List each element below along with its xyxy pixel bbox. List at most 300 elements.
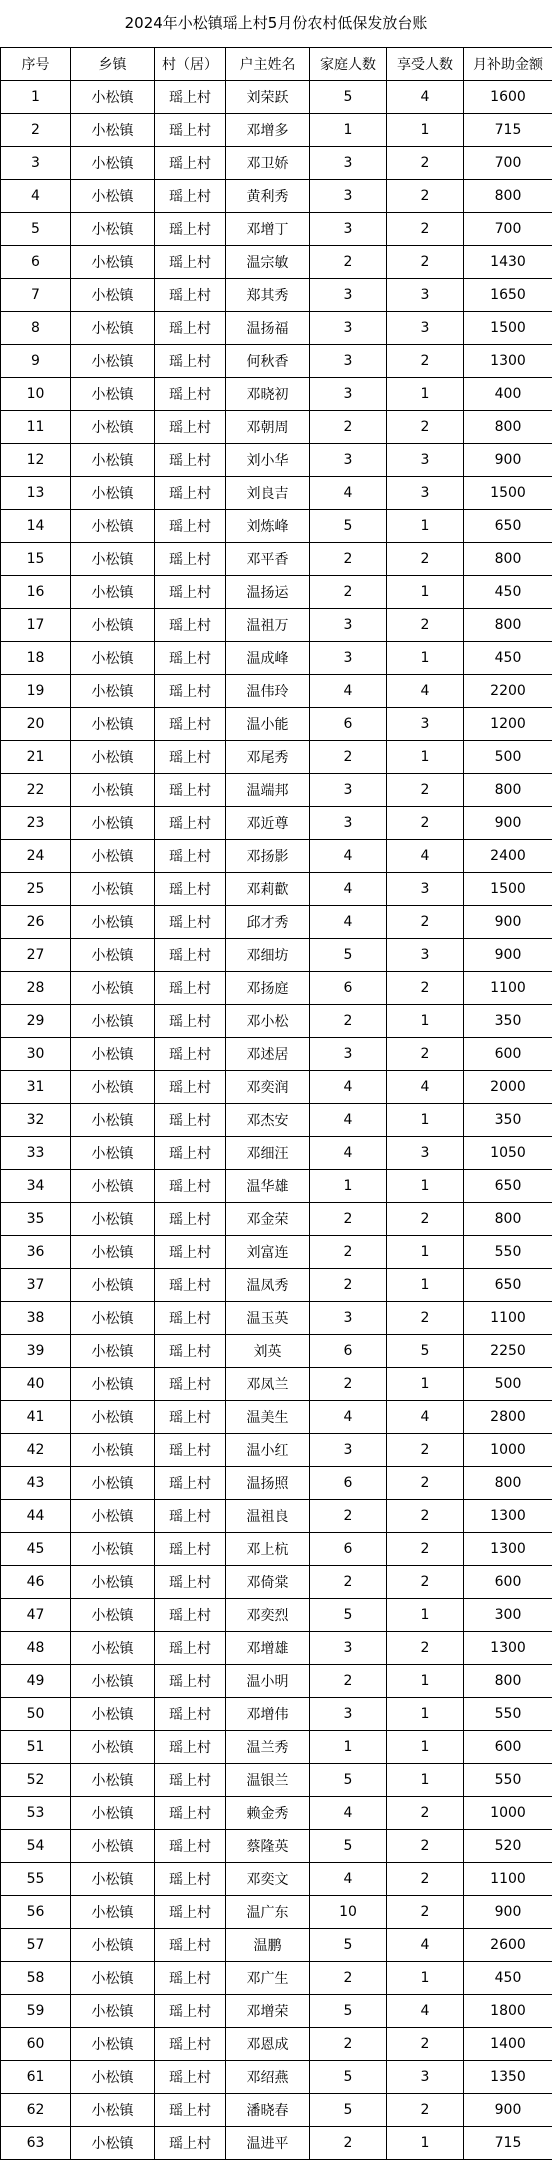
cell-beneficiaries: 2 (387, 1896, 464, 1929)
cell-index: 13 (1, 477, 71, 510)
cell-monthly-amount: 1100 (464, 972, 552, 1005)
cell-village: 瑶上村 (155, 2094, 226, 2127)
cell-monthly-amount: 800 (464, 1203, 552, 1236)
cell-index: 2 (1, 114, 71, 147)
cell-township: 小松镇 (71, 543, 155, 576)
cell-township: 小松镇 (71, 2127, 155, 2160)
cell-village: 瑶上村 (155, 1599, 226, 1632)
cell-householder: 邓小松 (226, 1005, 310, 1038)
table-row (1, 906, 552, 939)
cell-monthly-amount: 550 (464, 1764, 552, 1797)
table-row (1, 1005, 552, 1038)
table-row (1, 1698, 552, 1731)
cell-village: 瑶上村 (155, 378, 226, 411)
cell-village: 瑶上村 (155, 1038, 226, 1071)
cell-village: 瑶上村 (155, 1302, 226, 1335)
cell-beneficiaries: 5 (387, 1335, 464, 1368)
cell-village: 瑶上村 (155, 1995, 226, 2028)
cell-householder: 温祖良 (226, 1500, 310, 1533)
table-row (1, 411, 552, 444)
cell-householder: 温小明 (226, 1665, 310, 1698)
cell-village: 瑶上村 (155, 972, 226, 1005)
cell-index: 27 (1, 939, 71, 972)
cell-township: 小松镇 (71, 1335, 155, 1368)
cell-village: 瑶上村 (155, 114, 226, 147)
table-row (1, 1896, 552, 1929)
cell-village: 瑶上村 (155, 642, 226, 675)
cell-monthly-amount: 550 (464, 1698, 552, 1731)
cell-family-size: 3 (310, 147, 387, 180)
cell-monthly-amount: 1430 (464, 246, 552, 279)
header-village: 村（居） (155, 48, 226, 81)
cell-householder: 邓细坊 (226, 939, 310, 972)
cell-township: 小松镇 (71, 2094, 155, 2127)
cell-family-size: 6 (310, 1533, 387, 1566)
cell-beneficiaries: 1 (387, 1731, 464, 1764)
cell-family-size: 3 (310, 312, 387, 345)
cell-family-size: 2 (310, 1203, 387, 1236)
cell-beneficiaries: 3 (387, 477, 464, 510)
cell-index: 51 (1, 1731, 71, 1764)
cell-township: 小松镇 (71, 1500, 155, 1533)
table-row (1, 1137, 552, 1170)
cell-householder: 邓凤兰 (226, 1368, 310, 1401)
cell-township: 小松镇 (71, 1962, 155, 1995)
cell-village: 瑶上村 (155, 1698, 226, 1731)
cell-township: 小松镇 (71, 279, 155, 312)
cell-family-size: 2 (310, 1665, 387, 1698)
cell-family-size: 4 (310, 840, 387, 873)
cell-householder: 郑其秀 (226, 279, 310, 312)
cell-monthly-amount: 1300 (464, 1533, 552, 1566)
cell-township: 小松镇 (71, 972, 155, 1005)
cell-family-size: 2 (310, 2028, 387, 2061)
cell-index: 45 (1, 1533, 71, 1566)
cell-beneficiaries: 4 (387, 840, 464, 873)
cell-householder: 温玉英 (226, 1302, 310, 1335)
cell-householder: 刘小华 (226, 444, 310, 477)
cell-monthly-amount: 600 (464, 1038, 552, 1071)
cell-householder: 何秋香 (226, 345, 310, 378)
cell-village: 瑶上村 (155, 1104, 226, 1137)
cell-beneficiaries: 1 (387, 1236, 464, 1269)
cell-index: 16 (1, 576, 71, 609)
cell-township: 小松镇 (71, 246, 155, 279)
cell-township: 小松镇 (71, 1236, 155, 1269)
cell-family-size: 2 (310, 1368, 387, 1401)
table-row (1, 576, 552, 609)
cell-beneficiaries: 2 (387, 1797, 464, 1830)
cell-householder: 温祖万 (226, 609, 310, 642)
cell-index: 23 (1, 807, 71, 840)
cell-township: 小松镇 (71, 1929, 155, 1962)
cell-township: 小松镇 (71, 1467, 155, 1500)
cell-village: 瑶上村 (155, 1863, 226, 1896)
table-row (1, 180, 552, 213)
cell-monthly-amount: 520 (464, 1830, 552, 1863)
cell-index: 47 (1, 1599, 71, 1632)
cell-village: 瑶上村 (155, 81, 226, 114)
cell-householder: 温广东 (226, 1896, 310, 1929)
cell-township: 小松镇 (71, 1995, 155, 2028)
cell-householder: 温扬运 (226, 576, 310, 609)
cell-index: 26 (1, 906, 71, 939)
cell-monthly-amount: 1200 (464, 708, 552, 741)
cell-family-size: 4 (310, 1797, 387, 1830)
cell-township: 小松镇 (71, 1566, 155, 1599)
cell-township: 小松镇 (71, 1599, 155, 1632)
cell-monthly-amount: 1050 (464, 1137, 552, 1170)
cell-index: 10 (1, 378, 71, 411)
cell-index: 36 (1, 1236, 71, 1269)
header-township: 乡镇 (71, 48, 155, 81)
cell-index: 38 (1, 1302, 71, 1335)
cell-monthly-amount: 800 (464, 1467, 552, 1500)
cell-family-size: 4 (310, 1104, 387, 1137)
cell-family-size: 6 (310, 972, 387, 1005)
cell-beneficiaries: 2 (387, 1434, 464, 1467)
cell-family-size: 2 (310, 1005, 387, 1038)
table-row (1, 1302, 552, 1335)
table-row (1, 1038, 552, 1071)
cell-family-size: 4 (310, 873, 387, 906)
cell-index: 8 (1, 312, 71, 345)
cell-householder: 邓近尊 (226, 807, 310, 840)
cell-beneficiaries: 2 (387, 246, 464, 279)
table-row (1, 1797, 552, 1830)
cell-village: 瑶上村 (155, 1203, 226, 1236)
cell-beneficiaries: 1 (387, 114, 464, 147)
cell-township: 小松镇 (71, 1104, 155, 1137)
cell-monthly-amount: 650 (464, 1269, 552, 1302)
cell-beneficiaries: 1 (387, 1764, 464, 1797)
cell-family-size: 3 (310, 1038, 387, 1071)
cell-village: 瑶上村 (155, 1434, 226, 1467)
cell-township: 小松镇 (71, 147, 155, 180)
cell-index: 30 (1, 1038, 71, 1071)
cell-family-size: 2 (310, 2127, 387, 2160)
cell-beneficiaries: 2 (387, 1830, 464, 1863)
cell-index: 12 (1, 444, 71, 477)
cell-householder: 邓平香 (226, 543, 310, 576)
cell-householder: 邓增荣 (226, 1995, 310, 2028)
cell-householder: 温小红 (226, 1434, 310, 1467)
table-row (1, 609, 552, 642)
cell-family-size: 5 (310, 1764, 387, 1797)
table-row (1, 1236, 552, 1269)
table-row (1, 939, 552, 972)
table-row (1, 312, 552, 345)
cell-beneficiaries: 2 (387, 543, 464, 576)
cell-monthly-amount: 715 (464, 114, 552, 147)
cell-beneficiaries: 4 (387, 1401, 464, 1434)
cell-monthly-amount: 800 (464, 543, 552, 576)
cell-index: 59 (1, 1995, 71, 2028)
cell-family-size: 2 (310, 576, 387, 609)
cell-householder: 黄利秀 (226, 180, 310, 213)
cell-index: 58 (1, 1962, 71, 1995)
cell-township: 小松镇 (71, 1533, 155, 1566)
cell-family-size: 2 (310, 1962, 387, 1995)
cell-family-size: 4 (310, 906, 387, 939)
cell-family-size: 3 (310, 444, 387, 477)
cell-beneficiaries: 1 (387, 1962, 464, 1995)
cell-beneficiaries: 2 (387, 609, 464, 642)
cell-monthly-amount: 900 (464, 906, 552, 939)
table-row (1, 510, 552, 543)
cell-village: 瑶上村 (155, 1401, 226, 1434)
table-row (1, 246, 552, 279)
cell-householder: 温伟玲 (226, 675, 310, 708)
cell-index: 39 (1, 1335, 71, 1368)
cell-index: 52 (1, 1764, 71, 1797)
table-row (1, 774, 552, 807)
cell-monthly-amount: 2200 (464, 675, 552, 708)
cell-index: 60 (1, 2028, 71, 2061)
cell-householder: 温凤秀 (226, 1269, 310, 1302)
cell-village: 瑶上村 (155, 1236, 226, 1269)
cell-householder: 刘良吉 (226, 477, 310, 510)
cell-family-size: 5 (310, 510, 387, 543)
cell-monthly-amount: 550 (464, 1236, 552, 1269)
cell-village: 瑶上村 (155, 213, 226, 246)
cell-monthly-amount: 1350 (464, 2061, 552, 2094)
cell-index: 40 (1, 1368, 71, 1401)
table-row (1, 1467, 552, 1500)
cell-beneficiaries: 1 (387, 1269, 464, 1302)
cell-index: 63 (1, 2127, 71, 2160)
cell-township: 小松镇 (71, 1269, 155, 1302)
cell-monthly-amount: 500 (464, 1368, 552, 1401)
cell-family-size: 4 (310, 675, 387, 708)
cell-beneficiaries: 2 (387, 1863, 464, 1896)
cell-family-size: 5 (310, 939, 387, 972)
cell-village: 瑶上村 (155, 345, 226, 378)
cell-township: 小松镇 (71, 378, 155, 411)
cell-householder: 赖金秀 (226, 1797, 310, 1830)
table-row (1, 1269, 552, 1302)
cell-householder: 邓上杭 (226, 1533, 310, 1566)
cell-monthly-amount: 2800 (464, 1401, 552, 1434)
page-title: 2024年小松镇瑶上村5月份农村低保发放台账 (124, 14, 428, 32)
table-row (1, 1500, 552, 1533)
cell-householder: 邱才秀 (226, 906, 310, 939)
table-row (1, 1401, 552, 1434)
cell-beneficiaries: 1 (387, 1005, 464, 1038)
cell-index: 17 (1, 609, 71, 642)
cell-householder: 刘富连 (226, 1236, 310, 1269)
cell-index: 56 (1, 1896, 71, 1929)
cell-beneficiaries: 3 (387, 939, 464, 972)
table-row (1, 444, 552, 477)
cell-family-size: 2 (310, 1500, 387, 1533)
cell-township: 小松镇 (71, 609, 155, 642)
cell-village: 瑶上村 (155, 1731, 226, 1764)
cell-family-size: 1 (310, 114, 387, 147)
cell-township: 小松镇 (71, 411, 155, 444)
cell-family-size: 2 (310, 741, 387, 774)
cell-index: 62 (1, 2094, 71, 2127)
cell-monthly-amount: 600 (464, 1731, 552, 1764)
cell-householder: 刘荣跃 (226, 81, 310, 114)
cell-monthly-amount: 350 (464, 1005, 552, 1038)
cell-householder: 温美生 (226, 1401, 310, 1434)
cell-index: 57 (1, 1929, 71, 1962)
table-row (1, 1995, 552, 2028)
table-row (1, 378, 552, 411)
cell-village: 瑶上村 (155, 180, 226, 213)
header-family-size: 家庭人数 (310, 48, 387, 81)
cell-monthly-amount: 900 (464, 1896, 552, 1929)
cell-beneficiaries: 2 (387, 1566, 464, 1599)
cell-monthly-amount: 2600 (464, 1929, 552, 1962)
cell-village: 瑶上村 (155, 1269, 226, 1302)
cell-village: 瑶上村 (155, 2028, 226, 2061)
cell-family-size: 3 (310, 774, 387, 807)
cell-beneficiaries: 1 (387, 642, 464, 675)
cell-index: 22 (1, 774, 71, 807)
cell-index: 1 (1, 81, 71, 114)
cell-householder: 邓尾秀 (226, 741, 310, 774)
table-row (1, 1170, 552, 1203)
cell-monthly-amount: 900 (464, 807, 552, 840)
cell-monthly-amount: 2250 (464, 1335, 552, 1368)
cell-index: 14 (1, 510, 71, 543)
cell-family-size: 2 (310, 1566, 387, 1599)
table-row (1, 1434, 552, 1467)
cell-township: 小松镇 (71, 873, 155, 906)
table-row (1, 807, 552, 840)
table-row (1, 1203, 552, 1236)
cell-village: 瑶上村 (155, 741, 226, 774)
cell-family-size: 4 (310, 1071, 387, 1104)
table-row (1, 642, 552, 675)
cell-beneficiaries: 2 (387, 807, 464, 840)
cell-monthly-amount: 650 (464, 510, 552, 543)
cell-beneficiaries: 1 (387, 1170, 464, 1203)
cell-householder: 刘炼峰 (226, 510, 310, 543)
cell-beneficiaries: 1 (387, 1698, 464, 1731)
cell-family-size: 5 (310, 81, 387, 114)
cell-village: 瑶上村 (155, 609, 226, 642)
cell-householder: 邓扬庭 (226, 972, 310, 1005)
cell-village: 瑶上村 (155, 1830, 226, 1863)
cell-township: 小松镇 (71, 1368, 155, 1401)
table-row (1, 741, 552, 774)
cell-family-size: 3 (310, 807, 387, 840)
cell-householder: 邓增丁 (226, 213, 310, 246)
table-row (1, 114, 552, 147)
cell-township: 小松镇 (71, 1665, 155, 1698)
cell-village: 瑶上村 (155, 840, 226, 873)
subsidy-ledger-table (0, 47, 552, 2160)
cell-village: 瑶上村 (155, 1368, 226, 1401)
cell-index: 54 (1, 1830, 71, 1863)
cell-householder: 邓奕烈 (226, 1599, 310, 1632)
cell-family-size: 2 (310, 1236, 387, 1269)
cell-beneficiaries: 2 (387, 2028, 464, 2061)
cell-householder: 邓述居 (226, 1038, 310, 1071)
cell-beneficiaries: 2 (387, 345, 464, 378)
cell-index: 43 (1, 1467, 71, 1500)
cell-beneficiaries: 2 (387, 1632, 464, 1665)
cell-village: 瑶上村 (155, 939, 226, 972)
cell-township: 小松镇 (71, 1137, 155, 1170)
cell-beneficiaries: 2 (387, 147, 464, 180)
cell-township: 小松镇 (71, 1005, 155, 1038)
cell-beneficiaries: 2 (387, 1467, 464, 1500)
cell-beneficiaries: 2 (387, 1038, 464, 1071)
cell-family-size: 5 (310, 2061, 387, 2094)
cell-village: 瑶上村 (155, 675, 226, 708)
cell-householder: 温鹏 (226, 1929, 310, 1962)
cell-township: 小松镇 (71, 1038, 155, 1071)
cell-beneficiaries: 2 (387, 180, 464, 213)
cell-monthly-amount: 700 (464, 147, 552, 180)
cell-monthly-amount: 800 (464, 180, 552, 213)
cell-township: 小松镇 (71, 81, 155, 114)
cell-monthly-amount: 1500 (464, 312, 552, 345)
cell-township: 小松镇 (71, 114, 155, 147)
cell-monthly-amount: 1300 (464, 1500, 552, 1533)
cell-village: 瑶上村 (155, 807, 226, 840)
cell-family-size: 2 (310, 246, 387, 279)
cell-householder: 温进平 (226, 2127, 310, 2160)
cell-village: 瑶上村 (155, 1335, 226, 1368)
cell-beneficiaries: 2 (387, 1533, 464, 1566)
cell-monthly-amount: 450 (464, 1962, 552, 1995)
cell-township: 小松镇 (71, 1632, 155, 1665)
cell-householder: 温小能 (226, 708, 310, 741)
table-row (1, 279, 552, 312)
cell-beneficiaries: 1 (387, 378, 464, 411)
cell-beneficiaries: 4 (387, 1929, 464, 1962)
table-row (1, 1335, 552, 1368)
cell-village: 瑶上村 (155, 1929, 226, 1962)
table-row (1, 1665, 552, 1698)
cell-family-size: 3 (310, 1302, 387, 1335)
cell-beneficiaries: 2 (387, 2094, 464, 2127)
cell-index: 15 (1, 543, 71, 576)
cell-monthly-amount: 2400 (464, 840, 552, 873)
cell-family-size: 1 (310, 1170, 387, 1203)
table-row (1, 1731, 552, 1764)
cell-householder: 温华雄 (226, 1170, 310, 1203)
cell-family-size: 4 (310, 1863, 387, 1896)
cell-family-size: 3 (310, 279, 387, 312)
cell-monthly-amount: 1400 (464, 2028, 552, 2061)
cell-village: 瑶上村 (155, 708, 226, 741)
cell-monthly-amount: 1650 (464, 279, 552, 312)
cell-monthly-amount: 450 (464, 576, 552, 609)
table-row (1, 81, 552, 114)
cell-monthly-amount: 650 (464, 1170, 552, 1203)
cell-village: 瑶上村 (155, 873, 226, 906)
cell-village: 瑶上村 (155, 1896, 226, 1929)
cell-beneficiaries: 3 (387, 312, 464, 345)
table-row (1, 708, 552, 741)
table-row (1, 675, 552, 708)
cell-index: 33 (1, 1137, 71, 1170)
cell-village: 瑶上村 (155, 1764, 226, 1797)
cell-index: 35 (1, 1203, 71, 1236)
cell-beneficiaries: 1 (387, 1368, 464, 1401)
cell-beneficiaries: 1 (387, 2127, 464, 2160)
cell-householder: 邓广生 (226, 1962, 310, 1995)
cell-householder: 邓增多 (226, 114, 310, 147)
cell-householder: 邓杰安 (226, 1104, 310, 1137)
table-row (1, 1368, 552, 1401)
